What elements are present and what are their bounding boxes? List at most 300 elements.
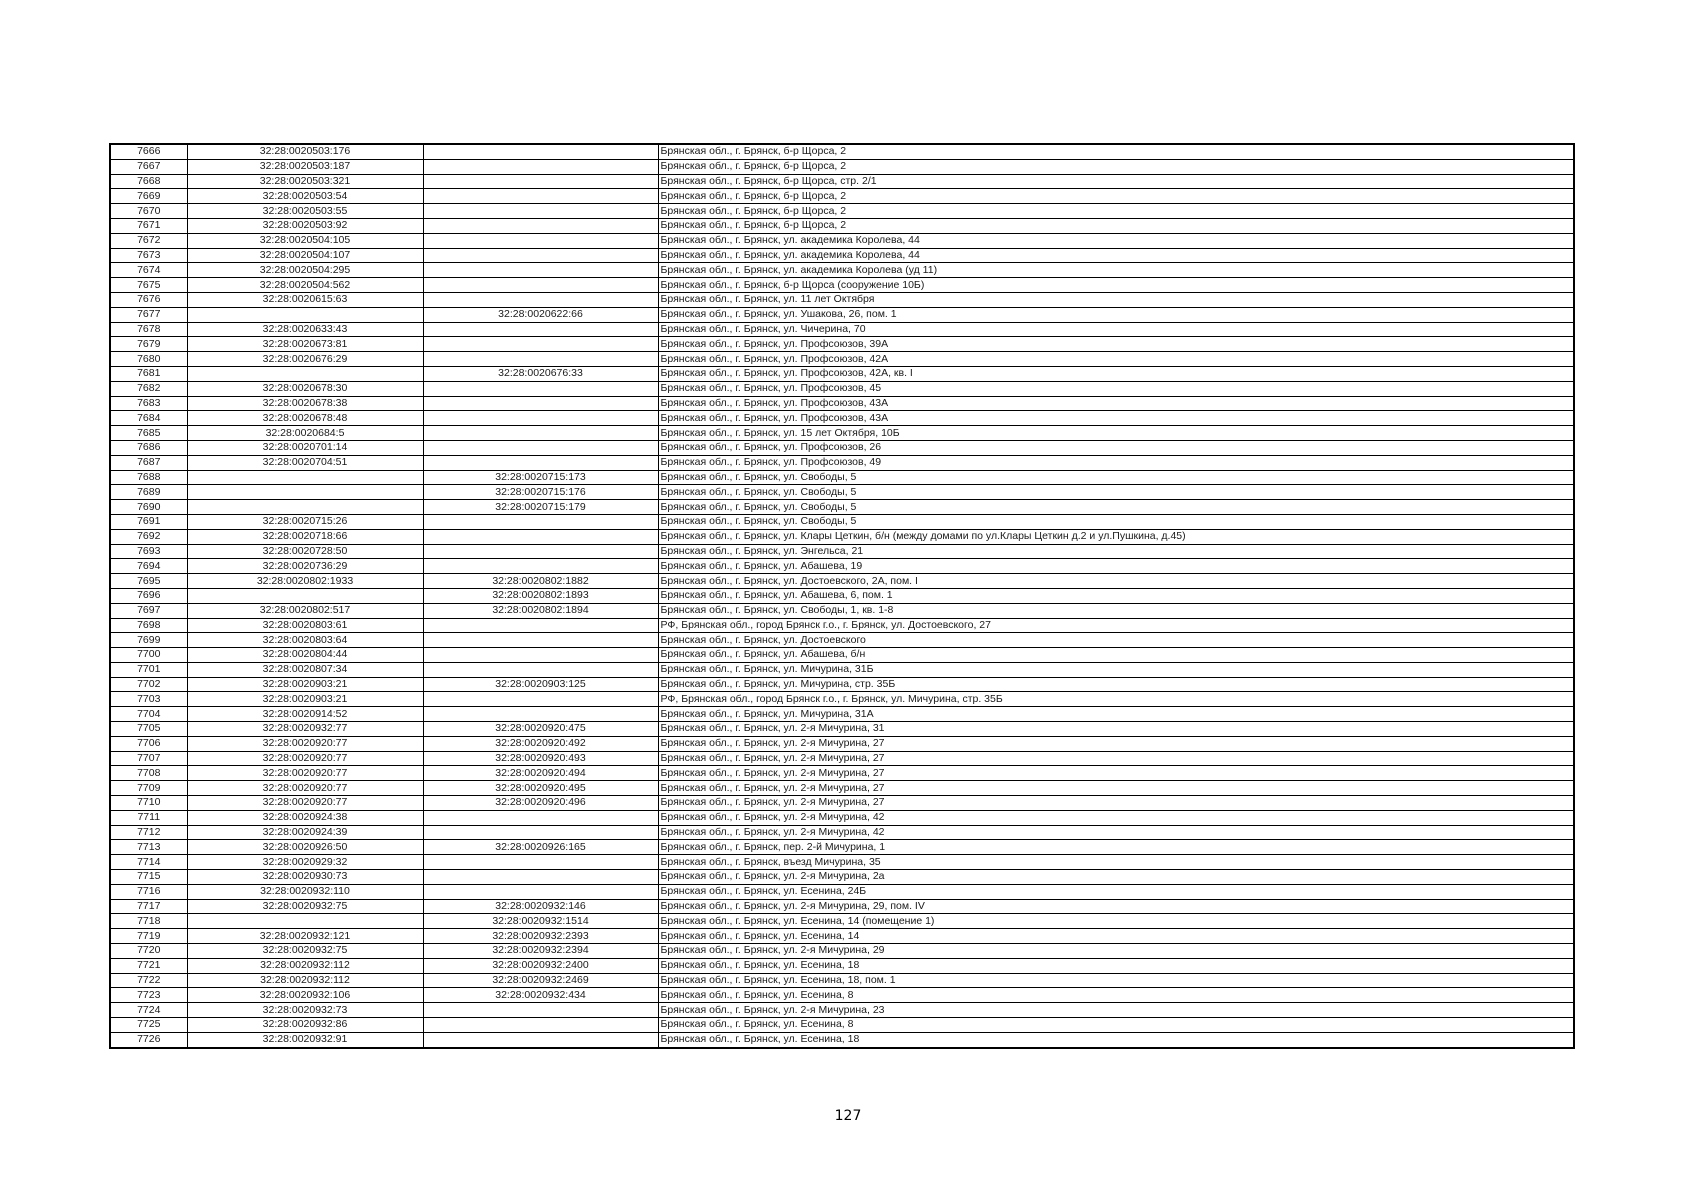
row-number-cell: 7685 bbox=[110, 426, 187, 441]
address-cell: Брянская обл., г. Брянск, б-р Щорса, стр. 2/1 bbox=[658, 174, 1574, 189]
cadastral-number-cell: 32:28:0020503:55 bbox=[187, 204, 423, 219]
table-row bbox=[110, 559, 1574, 574]
row-number-cell: 7667 bbox=[110, 159, 187, 174]
premises-cadastral-number-cell bbox=[423, 218, 658, 233]
address-cell: Брянская обл., г. Брянск, ул. Достоевского bbox=[658, 633, 1574, 648]
table-row bbox=[110, 544, 1574, 559]
table-row bbox=[110, 825, 1574, 840]
cadastral-number-cell: 32:28:0020920:77 bbox=[187, 781, 423, 796]
table-row bbox=[110, 870, 1574, 885]
row-number-cell: 7676 bbox=[110, 292, 187, 307]
cadastral-number-cell: 32:28:0020728:50 bbox=[187, 544, 423, 559]
address-cell: Брянская обл., г. Брянск, ул. Энгельса, 21 bbox=[658, 544, 1574, 559]
cadastral-number-cell: 32:28:0020803:61 bbox=[187, 618, 423, 633]
premises-cadastral-number-cell bbox=[423, 144, 658, 159]
cadastral-number-cell: 32:28:0020503:92 bbox=[187, 218, 423, 233]
table-row bbox=[110, 988, 1574, 1003]
cadastral-number-cell: 32:28:0020503:187 bbox=[187, 159, 423, 174]
cadastral-number-cell: 32:28:0020932:77 bbox=[187, 722, 423, 737]
premises-cadastral-number-cell bbox=[423, 204, 658, 219]
row-number-cell: 7724 bbox=[110, 1003, 187, 1018]
cadastral-number-cell: 32:28:0020684:5 bbox=[187, 426, 423, 441]
row-number-cell: 7688 bbox=[110, 470, 187, 485]
table-row bbox=[110, 514, 1574, 529]
table-row bbox=[110, 440, 1574, 455]
cadastral-number-cell: 32:28:0020678:48 bbox=[187, 411, 423, 426]
address-cell: Брянская обл., г. Брянск, ул. 2-я Мичурина, 27 bbox=[658, 766, 1574, 781]
cadastral-number-cell bbox=[187, 485, 423, 500]
table-row bbox=[110, 159, 1574, 174]
address-cell: Брянская обл., г. Брянск, ул. 2-я Мичурина, 27 bbox=[658, 736, 1574, 751]
cadastral-number-cell: 32:28:0020914:52 bbox=[187, 707, 423, 722]
premises-cadastral-number-cell bbox=[423, 337, 658, 352]
table-row bbox=[110, 781, 1574, 796]
premises-cadastral-number-cell: 32:28:0020932:2394 bbox=[423, 944, 658, 959]
table-row bbox=[110, 1003, 1574, 1018]
premises-cadastral-number-cell bbox=[423, 855, 658, 870]
cadastral-number-cell: 32:28:0020932:75 bbox=[187, 944, 423, 959]
address-cell: Брянская обл., г. Брянск, ул. Профсоюзов, 26 bbox=[658, 440, 1574, 455]
cadastral-number-cell bbox=[187, 588, 423, 603]
row-number-cell: 7725 bbox=[110, 1018, 187, 1033]
address-cell: Брянская обл., г. Брянск, б-р Щорса, 2 bbox=[658, 218, 1574, 233]
cadastral-number-cell: 32:28:0020804:44 bbox=[187, 648, 423, 663]
row-number-cell: 7707 bbox=[110, 751, 187, 766]
premises-cadastral-number-cell bbox=[423, 396, 658, 411]
address-cell: Брянская обл., г. Брянск, ул. Есенина, 8 bbox=[658, 1018, 1574, 1033]
premises-cadastral-number-cell bbox=[423, 648, 658, 663]
row-number-cell: 7692 bbox=[110, 529, 187, 544]
row-number-cell: 7672 bbox=[110, 233, 187, 248]
address-cell: Брянская обл., г. Брянск, пер. 2-й Мичурина, 1 bbox=[658, 840, 1574, 855]
address-cell: Брянская обл., г. Брянск, ул. Мичурина, 31Б bbox=[658, 662, 1574, 677]
address-cell: Брянская обл., г. Брянск, б-р Щорса, 2 bbox=[658, 189, 1574, 204]
premises-cadastral-number-cell bbox=[423, 559, 658, 574]
row-number-cell: 7671 bbox=[110, 218, 187, 233]
cadastral-number-cell bbox=[187, 914, 423, 929]
premises-cadastral-number-cell bbox=[423, 514, 658, 529]
premises-cadastral-number-cell bbox=[423, 1003, 658, 1018]
row-number-cell: 7715 bbox=[110, 870, 187, 885]
premises-cadastral-number-cell bbox=[423, 825, 658, 840]
premises-cadastral-number-cell bbox=[423, 278, 658, 293]
address-cell: Брянская обл., г. Брянск, ул. Мичурина, 31А bbox=[658, 707, 1574, 722]
premises-cadastral-number-cell bbox=[423, 455, 658, 470]
cadastral-number-cell: 32:28:0020903:21 bbox=[187, 677, 423, 692]
cadastral-number-cell: 32:28:0020932:112 bbox=[187, 958, 423, 973]
row-number-cell: 7696 bbox=[110, 588, 187, 603]
address-cell: Брянская обл., г. Брянск, ул. Профсоюзов, 43А bbox=[658, 411, 1574, 426]
cadastral-number-cell: 32:28:0020932:73 bbox=[187, 1003, 423, 1018]
address-cell: Брянская обл., г. Брянск, ул. 11 лет Октября bbox=[658, 292, 1574, 307]
table-row bbox=[110, 884, 1574, 899]
premises-cadastral-number-cell bbox=[423, 633, 658, 648]
row-number-cell: 7687 bbox=[110, 455, 187, 470]
premises-cadastral-number-cell: 32:28:0020715:173 bbox=[423, 470, 658, 485]
cadastral-number-cell: 32:28:0020633:43 bbox=[187, 322, 423, 337]
address-cell: Брянская обл., г. Брянск, ул. Профсоюзов, 49 bbox=[658, 455, 1574, 470]
premises-cadastral-number-cell: 32:28:0020920:493 bbox=[423, 751, 658, 766]
address-cell: РФ, Брянская обл., город Брянск г.о., г. Брянск, ул. Мичурина, стр. 35Б bbox=[658, 692, 1574, 707]
table-row bbox=[110, 588, 1574, 603]
cadastral-number-cell: 32:28:0020920:77 bbox=[187, 751, 423, 766]
address-cell: Брянская обл., г. Брянск, ул. Свободы, 5 bbox=[658, 485, 1574, 500]
registry-table bbox=[109, 143, 1575, 1049]
address-cell: Брянская обл., г. Брянск, ул. Профсоюзов, 39А bbox=[658, 337, 1574, 352]
address-cell: Брянская обл., г. Брянск, ул. Свободы, 5 bbox=[658, 500, 1574, 515]
table-row bbox=[110, 189, 1574, 204]
cadastral-number-cell: 32:28:0020676:29 bbox=[187, 352, 423, 367]
table-row bbox=[110, 174, 1574, 189]
row-number-cell: 7699 bbox=[110, 633, 187, 648]
row-number-cell: 7693 bbox=[110, 544, 187, 559]
address-cell: Брянская обл., г. Брянск, ул. Есенина, 14 bbox=[658, 929, 1574, 944]
cadastral-number-cell: 32:28:0020503:176 bbox=[187, 144, 423, 159]
table-row bbox=[110, 751, 1574, 766]
row-number-cell: 7700 bbox=[110, 648, 187, 663]
cadastral-number-cell: 32:28:0020924:38 bbox=[187, 810, 423, 825]
premises-cadastral-number-cell: 32:28:0020932:2400 bbox=[423, 958, 658, 973]
table-row bbox=[110, 722, 1574, 737]
table-row bbox=[110, 278, 1574, 293]
premises-cadastral-number-cell bbox=[423, 870, 658, 885]
row-number-cell: 7666 bbox=[110, 144, 187, 159]
premises-cadastral-number-cell bbox=[423, 174, 658, 189]
address-cell: Брянская обл., г. Брянск, ул. Профсоюзов, 42А, кв. I bbox=[658, 366, 1574, 381]
table-row bbox=[110, 263, 1574, 278]
row-number-cell: 7683 bbox=[110, 396, 187, 411]
table-row bbox=[110, 796, 1574, 811]
table-row bbox=[110, 840, 1574, 855]
table-row bbox=[110, 677, 1574, 692]
cadastral-number-cell: 32:28:0020929:32 bbox=[187, 855, 423, 870]
premises-cadastral-number-cell: 32:28:0020622:66 bbox=[423, 307, 658, 322]
address-cell: Брянская обл., г. Брянск, ул. академика Королева, 44 bbox=[658, 233, 1574, 248]
table-row bbox=[110, 736, 1574, 751]
cadastral-number-cell bbox=[187, 366, 423, 381]
premises-cadastral-number-cell bbox=[423, 381, 658, 396]
table-row bbox=[110, 292, 1574, 307]
premises-cadastral-number-cell: 32:28:0020676:33 bbox=[423, 366, 658, 381]
row-number-cell: 7678 bbox=[110, 322, 187, 337]
cadastral-number-cell: 32:28:0020802:517 bbox=[187, 603, 423, 618]
address-cell: Брянская обл., г. Брянск, ул. 2-я Мичурина, 27 bbox=[658, 781, 1574, 796]
table-row bbox=[110, 603, 1574, 618]
table-row bbox=[110, 411, 1574, 426]
premises-cadastral-number-cell: 32:28:0020802:1893 bbox=[423, 588, 658, 603]
row-number-cell: 7694 bbox=[110, 559, 187, 574]
table-row bbox=[110, 899, 1574, 914]
row-number-cell: 7684 bbox=[110, 411, 187, 426]
premises-cadastral-number-cell: 32:28:0020715:179 bbox=[423, 500, 658, 515]
row-number-cell: 7726 bbox=[110, 1032, 187, 1047]
cadastral-number-cell: 32:28:0020504:105 bbox=[187, 233, 423, 248]
address-cell: Брянская обл., г. Брянск, ул. Профсоюзов, 43А bbox=[658, 396, 1574, 411]
address-cell: РФ, Брянская обл., город Брянск г.о., г. Брянск, ул. Достоевского, 27 bbox=[658, 618, 1574, 633]
table-row bbox=[110, 855, 1574, 870]
cadastral-number-cell: 32:28:0020673:81 bbox=[187, 337, 423, 352]
table-row bbox=[110, 352, 1574, 367]
premises-cadastral-number-cell bbox=[423, 263, 658, 278]
premises-cadastral-number-cell bbox=[423, 292, 658, 307]
table-row bbox=[110, 707, 1574, 722]
cadastral-number-cell: 32:28:0020504:562 bbox=[187, 278, 423, 293]
premises-cadastral-number-cell: 32:28:0020920:492 bbox=[423, 736, 658, 751]
premises-cadastral-number-cell: 32:28:0020932:146 bbox=[423, 899, 658, 914]
cadastral-number-cell: 32:28:0020932:91 bbox=[187, 1032, 423, 1047]
address-cell: Брянская обл., г. Брянск, ул. 2-я Мичурина, 2а bbox=[658, 870, 1574, 885]
cadastral-number-cell: 32:28:0020503:54 bbox=[187, 189, 423, 204]
cadastral-number-cell: 32:28:0020932:75 bbox=[187, 899, 423, 914]
address-cell: Брянская обл., г. Брянск, б-р Щорса, 2 bbox=[658, 144, 1574, 159]
premises-cadastral-number-cell bbox=[423, 352, 658, 367]
cadastral-number-cell: 32:28:0020920:77 bbox=[187, 766, 423, 781]
row-number-cell: 7717 bbox=[110, 899, 187, 914]
premises-cadastral-number-cell: 32:28:0020932:434 bbox=[423, 988, 658, 1003]
table-row bbox=[110, 766, 1574, 781]
table-row bbox=[110, 381, 1574, 396]
cadastral-number-cell: 32:28:0020807:34 bbox=[187, 662, 423, 677]
premises-cadastral-number-cell bbox=[423, 322, 658, 337]
address-cell: Брянская обл., г. Брянск, ул. Абашева, 19 bbox=[658, 559, 1574, 574]
premises-cadastral-number-cell bbox=[423, 248, 658, 263]
cadastral-number-cell: 32:28:0020678:30 bbox=[187, 381, 423, 396]
premises-cadastral-number-cell bbox=[423, 544, 658, 559]
table-row bbox=[110, 233, 1574, 248]
address-cell: Брянская обл., г. Брянск, б-р Щорса, 2 bbox=[658, 159, 1574, 174]
table-row bbox=[110, 529, 1574, 544]
cadastral-number-cell: 32:28:0020924:39 bbox=[187, 825, 423, 840]
address-cell: Брянская обл., г. Брянск, ул. Есенина, 14 (помещение 1) bbox=[658, 914, 1574, 929]
address-cell: Брянская обл., г. Брянск, ул. Ушакова, 26, пом. 1 bbox=[658, 307, 1574, 322]
address-cell: Брянская обл., г. Брянск, ул. Профсоюзов, 45 bbox=[658, 381, 1574, 396]
premises-cadastral-number-cell bbox=[423, 662, 658, 677]
row-number-cell: 7673 bbox=[110, 248, 187, 263]
cadastral-number-cell: 32:28:0020736:29 bbox=[187, 559, 423, 574]
row-number-cell: 7723 bbox=[110, 988, 187, 1003]
address-cell: Брянская обл., г. Брянск, ул. Мичурина, стр. 35Б bbox=[658, 677, 1574, 692]
premises-cadastral-number-cell bbox=[423, 426, 658, 441]
row-number-cell: 7670 bbox=[110, 204, 187, 219]
premises-cadastral-number-cell: 32:28:0020926:165 bbox=[423, 840, 658, 855]
address-cell: Брянская обл., г. Брянск, ул. 2-я Мичурина, 29, пом. IV bbox=[658, 899, 1574, 914]
table-row bbox=[110, 662, 1574, 677]
address-cell: Брянская обл., г. Брянск, ул. Абашева, б/н bbox=[658, 648, 1574, 663]
table-row bbox=[110, 633, 1574, 648]
address-cell: Брянская обл., г. Брянск, ул. 2-я Мичурина, 27 bbox=[658, 751, 1574, 766]
row-number-cell: 7703 bbox=[110, 692, 187, 707]
address-cell: Брянская обл., г. Брянск, ул. Есенина, 18 bbox=[658, 1032, 1574, 1047]
table-row bbox=[110, 618, 1574, 633]
row-number-cell: 7668 bbox=[110, 174, 187, 189]
row-number-cell: 7714 bbox=[110, 855, 187, 870]
address-cell: Брянская обл., г. Брянск, ул. академика Королева, 44 bbox=[658, 248, 1574, 263]
cadastral-number-cell: 32:28:0020678:38 bbox=[187, 396, 423, 411]
row-number-cell: 7695 bbox=[110, 574, 187, 589]
table-row bbox=[110, 248, 1574, 263]
premises-cadastral-number-cell bbox=[423, 440, 658, 455]
table-row bbox=[110, 337, 1574, 352]
address-cell: Брянская обл., г. Брянск, ул. 2-я Мичурина, 42 bbox=[658, 825, 1574, 840]
row-number-cell: 7722 bbox=[110, 973, 187, 988]
row-number-cell: 7709 bbox=[110, 781, 187, 796]
row-number-cell: 7690 bbox=[110, 500, 187, 515]
row-number-cell: 7674 bbox=[110, 263, 187, 278]
table-row bbox=[110, 1018, 1574, 1033]
cadastral-number-cell: 32:28:0020718:66 bbox=[187, 529, 423, 544]
cadastral-number-cell bbox=[187, 307, 423, 322]
row-number-cell: 7706 bbox=[110, 736, 187, 751]
row-number-cell: 7719 bbox=[110, 929, 187, 944]
address-cell: Брянская обл., г. Брянск, б-р Щорса, 2 bbox=[658, 204, 1574, 219]
premises-cadastral-number-cell bbox=[423, 529, 658, 544]
row-number-cell: 7675 bbox=[110, 278, 187, 293]
table-row bbox=[110, 648, 1574, 663]
cadastral-number-cell: 32:28:0020615:63 bbox=[187, 292, 423, 307]
address-cell: Брянская обл., г. Брянск, ул. Профсоюзов, 42А bbox=[658, 352, 1574, 367]
row-number-cell: 7716 bbox=[110, 884, 187, 899]
row-number-cell: 7681 bbox=[110, 366, 187, 381]
table-row bbox=[110, 204, 1574, 219]
table-row bbox=[110, 470, 1574, 485]
premises-cadastral-number-cell: 32:28:0020802:1894 bbox=[423, 603, 658, 618]
address-cell: Брянская обл., г. Брянск, ул. Свободы, 5 bbox=[658, 470, 1574, 485]
address-cell: Брянская обл., г. Брянск, ул. Свободы, 1, кв. 1-8 bbox=[658, 603, 1574, 618]
row-number-cell: 7686 bbox=[110, 440, 187, 455]
address-cell: Брянская обл., г. Брянск, ул. Клары Цеткин, б/н (между домами по ул.Клары Цеткин д.2 и ул.Пушкина, д.45) bbox=[658, 529, 1574, 544]
address-cell: Брянская обл., г. Брянск, ул. Есенина, 18, пом. 1 bbox=[658, 973, 1574, 988]
address-cell: Брянская обл., г. Брянск, ул. 2-я Мичурина, 31 bbox=[658, 722, 1574, 737]
row-number-cell: 7704 bbox=[110, 707, 187, 722]
cadastral-number-cell: 32:28:0020920:77 bbox=[187, 796, 423, 811]
table-row bbox=[110, 810, 1574, 825]
premises-cadastral-number-cell: 32:28:0020920:494 bbox=[423, 766, 658, 781]
premises-cadastral-number-cell bbox=[423, 810, 658, 825]
cadastral-number-cell: 32:28:0020704:51 bbox=[187, 455, 423, 470]
row-number-cell: 7698 bbox=[110, 618, 187, 633]
premises-cadastral-number-cell: 32:28:0020932:2469 bbox=[423, 973, 658, 988]
cadastral-number-cell: 32:28:0020932:121 bbox=[187, 929, 423, 944]
table-row bbox=[110, 426, 1574, 441]
premises-cadastral-number-cell bbox=[423, 884, 658, 899]
row-number-cell: 7677 bbox=[110, 307, 187, 322]
address-cell: Брянская обл., г. Брянск, ул. Чичерина, 70 bbox=[658, 322, 1574, 337]
address-cell: Брянская обл., г. Брянск, б-р Щорса (сооружение 10Б) bbox=[658, 278, 1574, 293]
row-number-cell: 7710 bbox=[110, 796, 187, 811]
cadastral-number-cell bbox=[187, 470, 423, 485]
row-number-cell: 7711 bbox=[110, 810, 187, 825]
table-row bbox=[110, 1032, 1574, 1047]
cadastral-number-cell: 32:28:0020920:77 bbox=[187, 736, 423, 751]
table-row bbox=[110, 500, 1574, 515]
table-row bbox=[110, 455, 1574, 470]
address-cell: Брянская обл., г. Брянск, ул. Есенина, 24Б bbox=[658, 884, 1574, 899]
table-row bbox=[110, 914, 1574, 929]
premises-cadastral-number-cell: 32:28:0020715:176 bbox=[423, 485, 658, 500]
row-number-cell: 7708 bbox=[110, 766, 187, 781]
address-cell: Брянская обл., г. Брянск, ул. Есенина, 18 bbox=[658, 958, 1574, 973]
row-number-cell: 7705 bbox=[110, 722, 187, 737]
address-cell: Брянская обл., г. Брянск, ул. академика Королева (уд 11) bbox=[658, 263, 1574, 278]
address-cell: Брянская обл., г. Брянск, ул. 2-я Мичурина, 29 bbox=[658, 944, 1574, 959]
premises-cadastral-number-cell bbox=[423, 1018, 658, 1033]
row-number-cell: 7702 bbox=[110, 677, 187, 692]
cadastral-number-cell: 32:28:0020932:110 bbox=[187, 884, 423, 899]
premises-cadastral-number-cell bbox=[423, 618, 658, 633]
row-number-cell: 7713 bbox=[110, 840, 187, 855]
premises-cadastral-number-cell: 32:28:0020920:496 bbox=[423, 796, 658, 811]
address-cell: Брянская обл., г. Брянск, ул. Достоевского, 2А, пом. I bbox=[658, 574, 1574, 589]
table-row bbox=[110, 692, 1574, 707]
premises-cadastral-number-cell bbox=[423, 233, 658, 248]
row-number-cell: 7691 bbox=[110, 514, 187, 529]
address-cell: Брянская обл., г. Брянск, въезд Мичурина, 35 bbox=[658, 855, 1574, 870]
premises-cadastral-number-cell: 32:28:0020932:2393 bbox=[423, 929, 658, 944]
premises-cadastral-number-cell bbox=[423, 189, 658, 204]
address-cell: Брянская обл., г. Брянск, ул. Есенина, 8 bbox=[658, 988, 1574, 1003]
premises-cadastral-number-cell: 32:28:0020920:475 bbox=[423, 722, 658, 737]
table-row bbox=[110, 929, 1574, 944]
premises-cadastral-number-cell bbox=[423, 692, 658, 707]
cadastral-number-cell: 32:28:0020930:73 bbox=[187, 870, 423, 885]
row-number-cell: 7697 bbox=[110, 603, 187, 618]
premises-cadastral-number-cell: 32:28:0020903:125 bbox=[423, 677, 658, 692]
cadastral-number-cell: 32:28:0020701:14 bbox=[187, 440, 423, 455]
address-cell: Брянская обл., г. Брянск, ул. 15 лет Октября, 10Б bbox=[658, 426, 1574, 441]
cadastral-number-cell bbox=[187, 500, 423, 515]
table-row bbox=[110, 574, 1574, 589]
row-number-cell: 7679 bbox=[110, 337, 187, 352]
cadastral-number-cell: 32:28:0020803:64 bbox=[187, 633, 423, 648]
premises-cadastral-number-cell bbox=[423, 1032, 658, 1047]
table-row bbox=[110, 485, 1574, 500]
premises-cadastral-number-cell: 32:28:0020920:495 bbox=[423, 781, 658, 796]
row-number-cell: 7689 bbox=[110, 485, 187, 500]
page-number: 127 bbox=[834, 1108, 862, 1124]
table-row bbox=[110, 322, 1574, 337]
table-row bbox=[110, 218, 1574, 233]
address-cell: Брянская обл., г. Брянск, ул. Абашева, 6, пом. 1 bbox=[658, 588, 1574, 603]
row-number-cell: 7712 bbox=[110, 825, 187, 840]
premises-cadastral-number-cell: 32:28:0020802:1882 bbox=[423, 574, 658, 589]
address-cell: Брянская обл., г. Брянск, ул. 2-я Мичурина, 23 bbox=[658, 1003, 1574, 1018]
cadastral-number-cell: 32:28:0020802:1933 bbox=[187, 574, 423, 589]
table-row bbox=[110, 307, 1574, 322]
table-row bbox=[110, 144, 1574, 159]
table-row bbox=[110, 396, 1574, 411]
row-number-cell: 7682 bbox=[110, 381, 187, 396]
table-row bbox=[110, 958, 1574, 973]
cadastral-number-cell: 32:28:0020903:21 bbox=[187, 692, 423, 707]
table-row bbox=[110, 366, 1574, 381]
address-cell: Брянская обл., г. Брянск, ул. 2-я Мичурина, 42 bbox=[658, 810, 1574, 825]
cadastral-number-cell: 32:28:0020504:107 bbox=[187, 248, 423, 263]
table-row bbox=[110, 944, 1574, 959]
cadastral-number-cell: 32:28:0020503:321 bbox=[187, 174, 423, 189]
registry-body bbox=[110, 144, 1574, 1048]
row-number-cell: 7720 bbox=[110, 944, 187, 959]
cadastral-number-cell: 32:28:0020504:295 bbox=[187, 263, 423, 278]
cadastral-number-cell: 32:28:0020926:50 bbox=[187, 840, 423, 855]
row-number-cell: 7718 bbox=[110, 914, 187, 929]
table-row bbox=[110, 973, 1574, 988]
address-cell: Брянская обл., г. Брянск, ул. Свободы, 5 bbox=[658, 514, 1574, 529]
row-number-cell: 7721 bbox=[110, 958, 187, 973]
row-number-cell: 7680 bbox=[110, 352, 187, 367]
premises-cadastral-number-cell: 32:28:0020932:1514 bbox=[423, 914, 658, 929]
premises-cadastral-number-cell bbox=[423, 707, 658, 722]
row-number-cell: 7701 bbox=[110, 662, 187, 677]
